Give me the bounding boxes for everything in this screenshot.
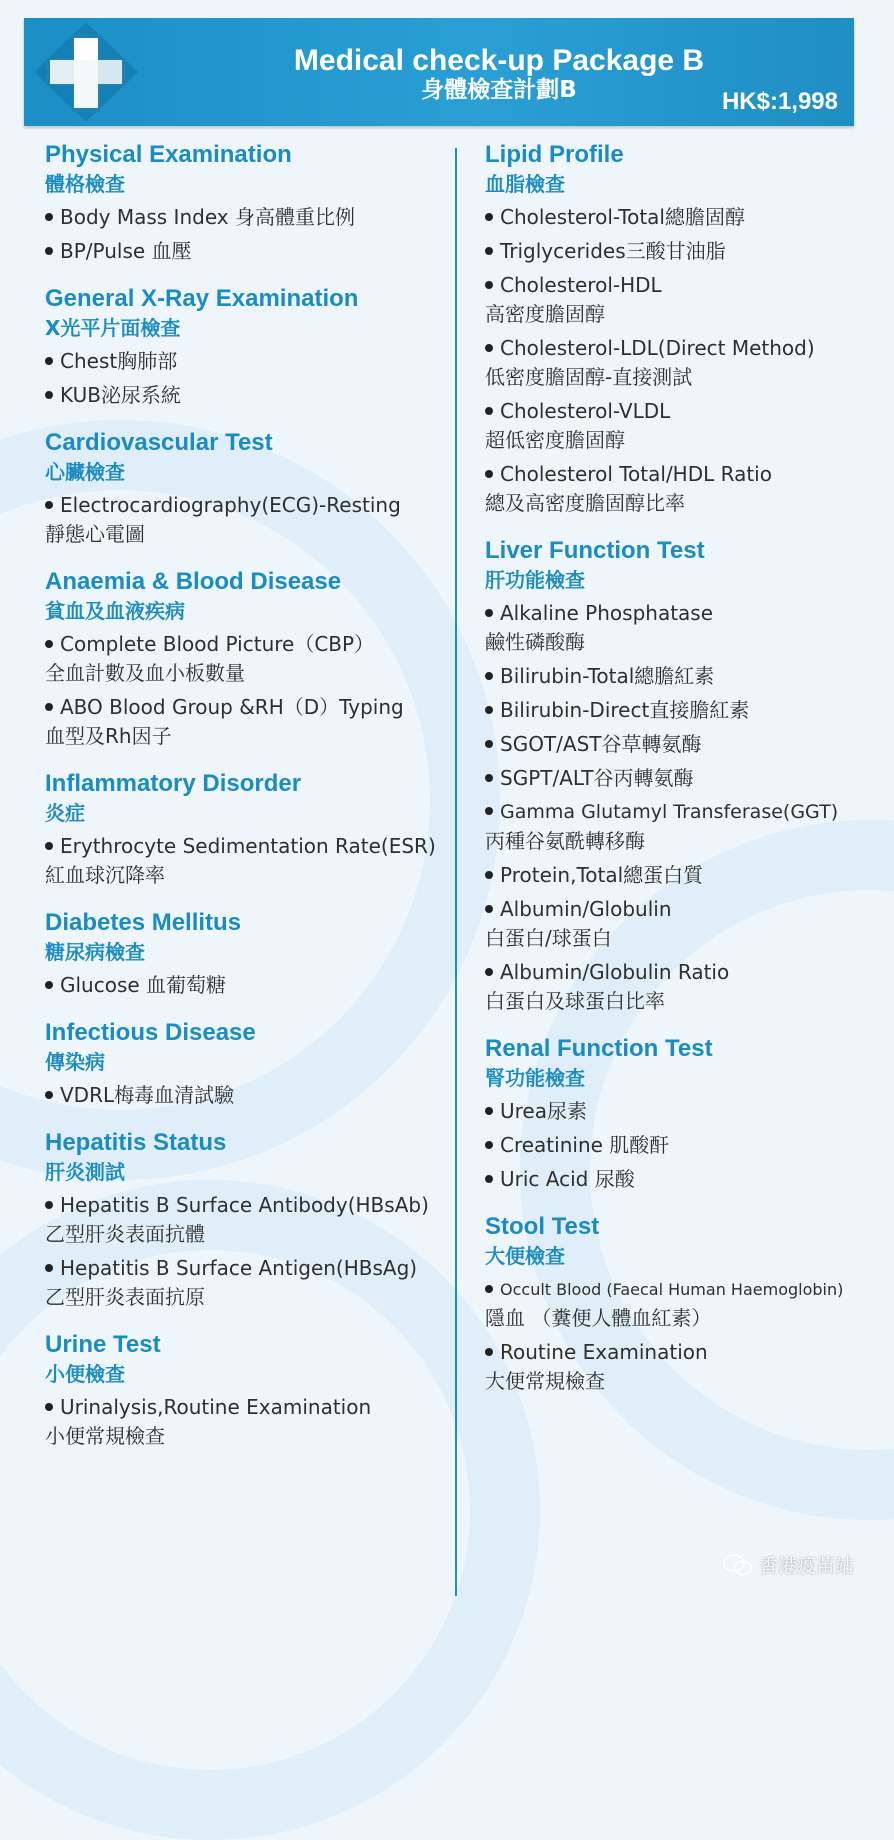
test-item — [485, 237, 845, 266]
section-title-english: Infectious Disease — [45, 1019, 256, 1046]
test-item — [485, 798, 845, 856]
test-item — [45, 381, 440, 410]
test-section — [485, 536, 845, 1016]
test-item — [45, 693, 440, 751]
test-item — [485, 1131, 845, 1160]
test-section — [45, 1330, 440, 1451]
bullet-icon — [485, 407, 493, 415]
test-section — [485, 1212, 845, 1396]
item-name: Bilirubin-Direct直接膽紅素 — [500, 698, 750, 722]
bullet-icon — [485, 1285, 493, 1293]
test-item — [485, 397, 845, 455]
section-title-chinese: 肝炎測試 — [45, 1160, 125, 1184]
item-name-chinese: 丙種谷氨酰轉移酶 — [485, 829, 645, 853]
test-item — [485, 861, 845, 890]
test-item — [485, 271, 845, 329]
item-name: Electrocardiography(ECG)-Resting — [60, 493, 401, 517]
bullet-icon — [45, 247, 53, 255]
bullet-icon — [485, 672, 493, 680]
item-name: ABO Blood Group &RH（D）Typing — [60, 695, 404, 719]
item-name: Urea尿素 — [500, 1099, 587, 1123]
item-name-chinese: 總及高密度膽固醇比率 — [485, 491, 685, 515]
bullet-icon — [45, 640, 53, 648]
item-name: Glucose 血葡萄糖 — [60, 973, 227, 997]
item-name: Complete Blood Picture（CBP） — [60, 632, 375, 656]
test-item — [485, 334, 845, 392]
title-english: Medical check-up Package B — [293, 44, 705, 77]
test-item — [45, 971, 440, 1000]
bullet-icon — [45, 213, 53, 221]
test-item — [485, 1165, 845, 1194]
bullet-icon — [485, 470, 493, 478]
item-name: Hepatitis B Surface Antigen(HBsAg) — [60, 1256, 418, 1280]
bullet-icon — [45, 981, 53, 989]
section-title-english: Urine Test — [45, 1331, 161, 1358]
item-name: Routine Examination — [500, 1340, 708, 1364]
test-section — [45, 567, 440, 751]
section-title-chinese: 肝功能檢查 — [485, 568, 585, 592]
title-chinese: 身體檢查計劃B — [421, 77, 577, 103]
item-name: SGOT/AST谷草轉氨酶 — [500, 732, 702, 756]
section-title-chinese: 腎功能檢查 — [485, 1066, 585, 1090]
section-title-chinese: 體格檢查 — [45, 172, 125, 196]
section-title-english: Hepatitis Status — [45, 1129, 227, 1156]
bullet-icon — [45, 1264, 53, 1272]
section-title-chinese: 血脂檢查 — [485, 172, 565, 196]
right-column — [485, 140, 845, 1414]
item-name: Chest胸肺部 — [60, 349, 178, 373]
bullet-icon — [485, 905, 493, 913]
item-name: VDRL梅毒血清試驗 — [60, 1083, 235, 1107]
item-name-chinese: 白蛋白/球蛋白 — [485, 926, 612, 950]
item-name-chinese: 靜態心電圖 — [45, 522, 145, 546]
test-item — [485, 696, 845, 725]
test-section — [485, 1034, 845, 1194]
bullet-icon — [45, 842, 53, 850]
item-name-chinese: 低密度膽固醇-直接測試 — [485, 365, 693, 389]
bullet-icon — [485, 807, 493, 815]
section-title-english: Lipid Profile — [485, 141, 624, 168]
test-item — [45, 630, 440, 688]
bullet-icon — [485, 1348, 493, 1356]
test-item — [45, 1254, 440, 1312]
test-item — [45, 203, 440, 232]
test-item — [485, 1097, 845, 1126]
bullet-icon — [485, 774, 493, 782]
test-item — [485, 895, 845, 953]
bullet-icon — [485, 706, 493, 714]
item-name-chinese: 小便常規檢查 — [45, 1424, 165, 1448]
test-section — [45, 908, 440, 1000]
bullet-icon — [485, 247, 493, 255]
section-title-chinese: 小便檢查 — [45, 1362, 125, 1386]
watermark-text: 香港疫苗站 — [758, 1555, 854, 1577]
bullet-icon — [45, 357, 53, 365]
bullet-icon — [45, 391, 53, 399]
test-section — [45, 428, 440, 549]
left-column — [45, 140, 440, 1469]
watermark — [723, 1551, 854, 1578]
item-name: Triglycerides三酸甘油脂 — [500, 239, 726, 263]
test-section — [45, 769, 440, 890]
item-name: BP/Pulse 血壓 — [60, 239, 192, 263]
medical-cross-icon — [32, 20, 140, 124]
chat-bubbles-icon — [723, 1554, 753, 1576]
item-name: Albumin/Globulin Ratio — [500, 960, 730, 984]
item-name-chinese: 紅血球沉降率 — [45, 863, 165, 887]
test-item — [45, 1191, 440, 1249]
item-name: Cholesterol-Total總膽固醇 — [500, 205, 745, 229]
section-title-chinese: 糖尿病檢查 — [45, 940, 145, 964]
item-name: Body Mass Index 身高體重比例 — [60, 205, 355, 229]
bullet-icon — [45, 1091, 53, 1099]
test-item — [45, 347, 440, 376]
item-name: Cholesterol-HDL — [500, 273, 662, 297]
item-name-chinese: 乙型肝炎表面抗原 — [45, 1285, 205, 1309]
item-name-chinese: 白蛋白及球蛋白比率 — [485, 989, 665, 1013]
item-name: Hepatitis B Surface Antibody(HBsAb) — [60, 1193, 429, 1217]
test-item — [485, 460, 845, 518]
item-name: KUB泌尿系統 — [60, 383, 181, 407]
test-section — [45, 1128, 440, 1312]
bullet-icon — [485, 281, 493, 289]
item-name: Cholesterol Total/HDL Ratio — [500, 462, 772, 486]
section-title-chinese: 傳染病 — [45, 1050, 105, 1074]
test-section — [45, 1018, 440, 1110]
package-price: HK$:1,998 — [721, 88, 838, 115]
item-name: Bilirubin-Total總膽紅素 — [500, 664, 715, 688]
bullet-icon — [485, 1107, 493, 1115]
section-title-chinese: X光平片面檢查 — [45, 316, 181, 340]
item-name: Cholesterol-VLDL — [500, 399, 671, 423]
test-item — [45, 1081, 440, 1110]
bullet-icon — [485, 1175, 493, 1183]
section-title-english: Inflammatory Disorder — [45, 770, 302, 797]
test-item — [485, 662, 845, 691]
test-item — [485, 203, 845, 232]
test-item — [485, 764, 845, 793]
item-name-chinese: 超低密度膽固醇 — [485, 428, 625, 452]
bullet-icon — [45, 501, 53, 509]
test-item — [45, 491, 440, 549]
section-title-english: Cardiovascular Test — [45, 429, 273, 456]
bullet-icon — [485, 740, 493, 748]
column-divider — [455, 148, 457, 1596]
bullet-icon — [45, 1201, 53, 1209]
bullet-icon — [45, 703, 53, 711]
bullet-icon — [485, 344, 493, 352]
item-name: Urinalysis,Routine Examination — [60, 1395, 372, 1419]
bullet-icon — [45, 1403, 53, 1411]
test-section — [45, 140, 440, 266]
section-title-chinese: 炎症 — [45, 801, 85, 825]
test-item — [485, 1338, 845, 1396]
item-name-chinese: 血型及Rh因子 — [45, 724, 172, 748]
test-section — [45, 284, 440, 410]
item-name-chinese: 全血計數及血小板數量 — [45, 661, 245, 685]
test-item — [485, 1275, 845, 1333]
section-title-english: Liver Function Test — [485, 537, 705, 564]
item-name: Creatinine 肌酸酐 — [500, 1133, 670, 1157]
header-banner — [24, 18, 854, 126]
test-item — [45, 1393, 440, 1451]
item-name: Protein,Total總蛋白質 — [500, 863, 704, 887]
item-name: Occult Blood (Faecal Human Haemoglobin) — [500, 1280, 844, 1299]
section-title-english: Renal Function Test — [485, 1035, 713, 1062]
item-name: Gamma Glutamyl Transferase(GGT) — [500, 801, 839, 823]
test-item — [485, 599, 845, 657]
test-item — [45, 237, 440, 266]
section-title-chinese: 大便檢查 — [485, 1244, 565, 1268]
section-title-english: General X-Ray Examination — [45, 285, 359, 312]
section-title-english: Physical Examination — [45, 141, 292, 168]
section-title-chinese: 貧血及血液疾病 — [45, 599, 185, 623]
bullet-icon — [485, 871, 493, 879]
bullet-icon — [485, 1141, 493, 1149]
test-item — [485, 958, 845, 1016]
item-name-chinese: 鹼性磷酸酶 — [485, 630, 585, 654]
item-name: Alkaline Phosphatase — [500, 601, 714, 625]
item-name: Albumin/Globulin — [500, 897, 672, 921]
bullet-icon — [485, 213, 493, 221]
section-title-chinese: 心臟檢查 — [45, 460, 125, 484]
item-name: Erythrocyte Sedimentation Rate(ESR) — [60, 834, 436, 858]
item-name: SGPT/ALT谷丙轉氨酶 — [500, 766, 694, 790]
bullet-icon — [485, 968, 493, 976]
item-name: Cholesterol-LDL(Direct Method) — [500, 336, 815, 360]
section-title-english: Stool Test — [485, 1213, 600, 1240]
test-section — [485, 140, 845, 518]
item-name-chinese: 大便常規檢查 — [485, 1369, 605, 1393]
item-name-chinese: 高密度膽固醇 — [485, 302, 605, 326]
section-title-english: Diabetes Mellitus — [45, 909, 242, 936]
item-name: Uric Acid 尿酸 — [500, 1167, 635, 1191]
bullet-icon — [485, 609, 493, 617]
item-name-chinese: 乙型肝炎表面抗體 — [45, 1222, 205, 1246]
test-item — [45, 832, 440, 890]
item-name-chinese: 隱血 （糞便人體血紅素） — [485, 1306, 712, 1330]
section-title-english: Anaemia & Blood Disease — [45, 568, 342, 595]
test-item — [485, 730, 845, 759]
